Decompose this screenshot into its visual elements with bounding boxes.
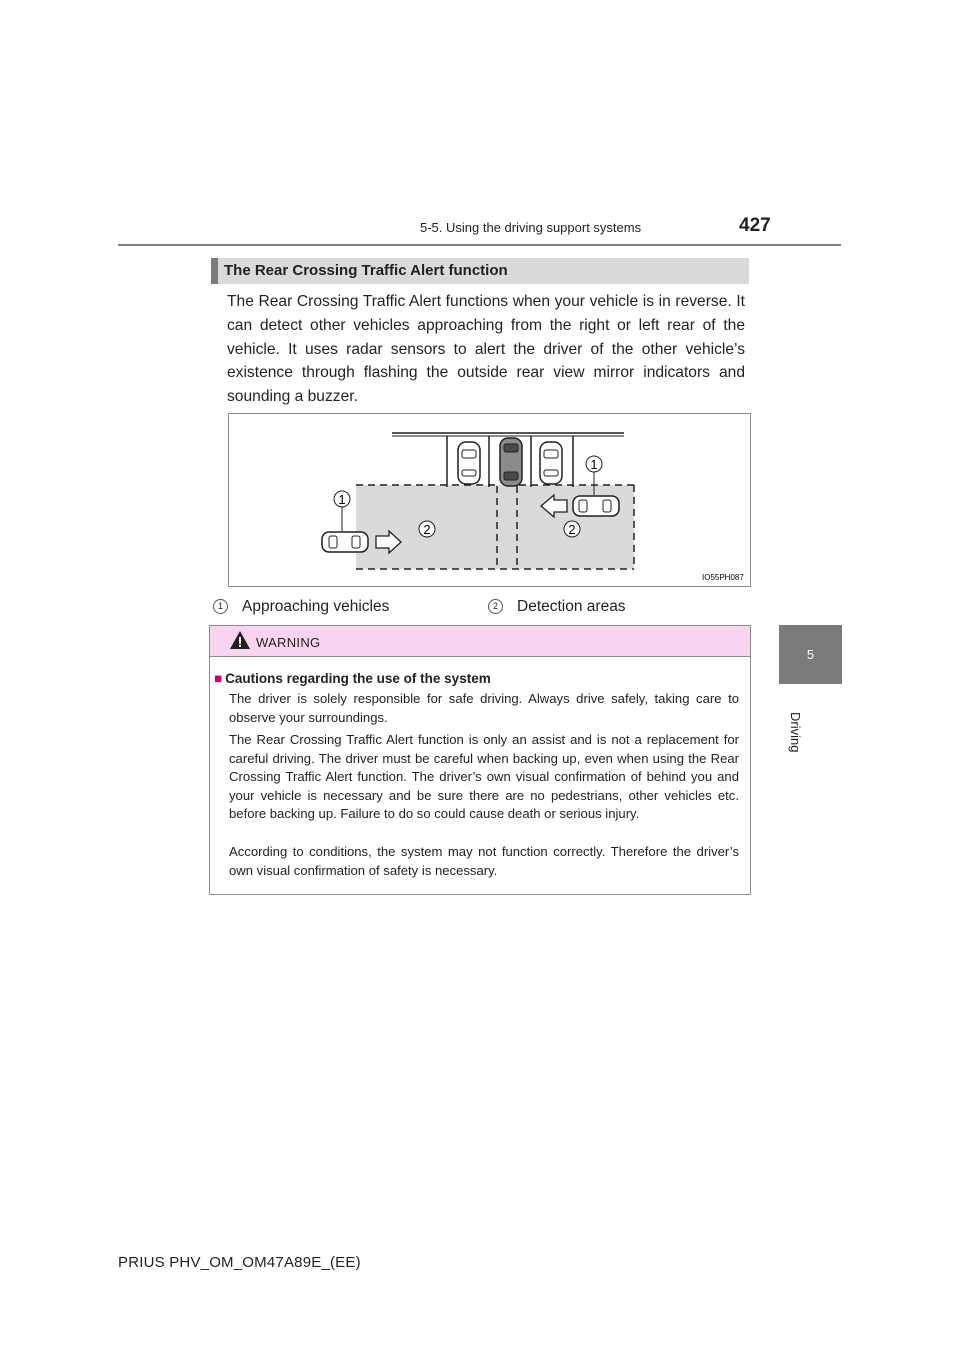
warning-paragraph: The Rear Crossing Traffic Alert function is only an assist and is not a replacement for careful driving. The driver must be careful when backing up, even when using the Rear Crossing Traffic Alert function. The driver’s own visual confirmation of behind you and your vehicle is necessary and be sure there are no pedestrians, other vehicles etc. before backing up. Failure to do so could cause death or serious injury. bbox=[229, 732, 739, 822]
svg-text:2: 2 bbox=[423, 522, 431, 537]
legend-number: 2 bbox=[488, 599, 503, 614]
legend-item bbox=[213, 598, 389, 616]
chapter-label: Driving bbox=[788, 712, 803, 753]
warning-triangle-icon bbox=[229, 630, 251, 650]
callout-1-right bbox=[586, 456, 602, 472]
square-bullet-icon: ■ bbox=[214, 671, 223, 686]
section-heading-bar bbox=[211, 258, 749, 284]
callout-2-left bbox=[419, 521, 435, 537]
rcta-diagram-svg bbox=[229, 414, 750, 586]
legend-number: 1 bbox=[213, 599, 228, 614]
own-vehicle-icon bbox=[500, 438, 522, 486]
chapter-number: 5 bbox=[806, 647, 815, 662]
section-title: The Rear Crossing Traffic Alert function bbox=[224, 262, 508, 279]
legend-item bbox=[488, 598, 626, 616]
footer-manual-code: PRIUS PHV_OM_OM47A89E_(EE) bbox=[118, 1254, 361, 1271]
warning-paragraph: The driver is solely responsible for safe driving. Always drive safely, taking care to observe your surroundings. bbox=[229, 691, 739, 725]
parked-car-icon bbox=[458, 442, 480, 484]
header-divider bbox=[118, 244, 841, 246]
parked-car-icon bbox=[540, 442, 562, 484]
caution-title bbox=[214, 671, 491, 686]
legend-text: Approaching vehicles bbox=[242, 598, 390, 615]
svg-text:2: 2 bbox=[568, 522, 576, 537]
warning-box bbox=[209, 625, 751, 895]
page-number: 427 bbox=[739, 215, 771, 236]
legend-text: Detection areas bbox=[517, 598, 626, 615]
caution-title-text: Cautions regarding the use of the system bbox=[225, 671, 491, 686]
svg-text:1: 1 bbox=[590, 457, 598, 472]
rcta-diagram bbox=[228, 413, 751, 587]
warning-label: WARNING bbox=[256, 635, 321, 650]
chapter-tab bbox=[779, 625, 842, 684]
approaching-vehicle-left-icon bbox=[322, 532, 368, 552]
figure-code: IO55PH087 bbox=[702, 573, 744, 582]
callout-1-left bbox=[334, 491, 350, 507]
approaching-vehicle-right-icon bbox=[573, 496, 619, 516]
warning-paragraph: According to conditions, the system may not function correctly. Therefore the driver’s own visual confirmation of safety is necessary. bbox=[229, 844, 739, 878]
section-heading-accent bbox=[211, 258, 218, 284]
intro-paragraph: The Rear Crossing Traffic Alert functions when your vehicle is in reverse. It can detect other vehicles approaching from the right or left rear of the vehicle. It uses radar sensors to alert the driver of the other vehicle’s existence through flashing the outside rear view mirror indicators and sounding a buzzer. bbox=[227, 293, 745, 406]
warning-header bbox=[210, 626, 750, 657]
svg-text:1: 1 bbox=[338, 492, 346, 507]
callout-2-right bbox=[564, 521, 580, 537]
header-section-title: 5-5. Using the driving support systems bbox=[420, 220, 642, 235]
